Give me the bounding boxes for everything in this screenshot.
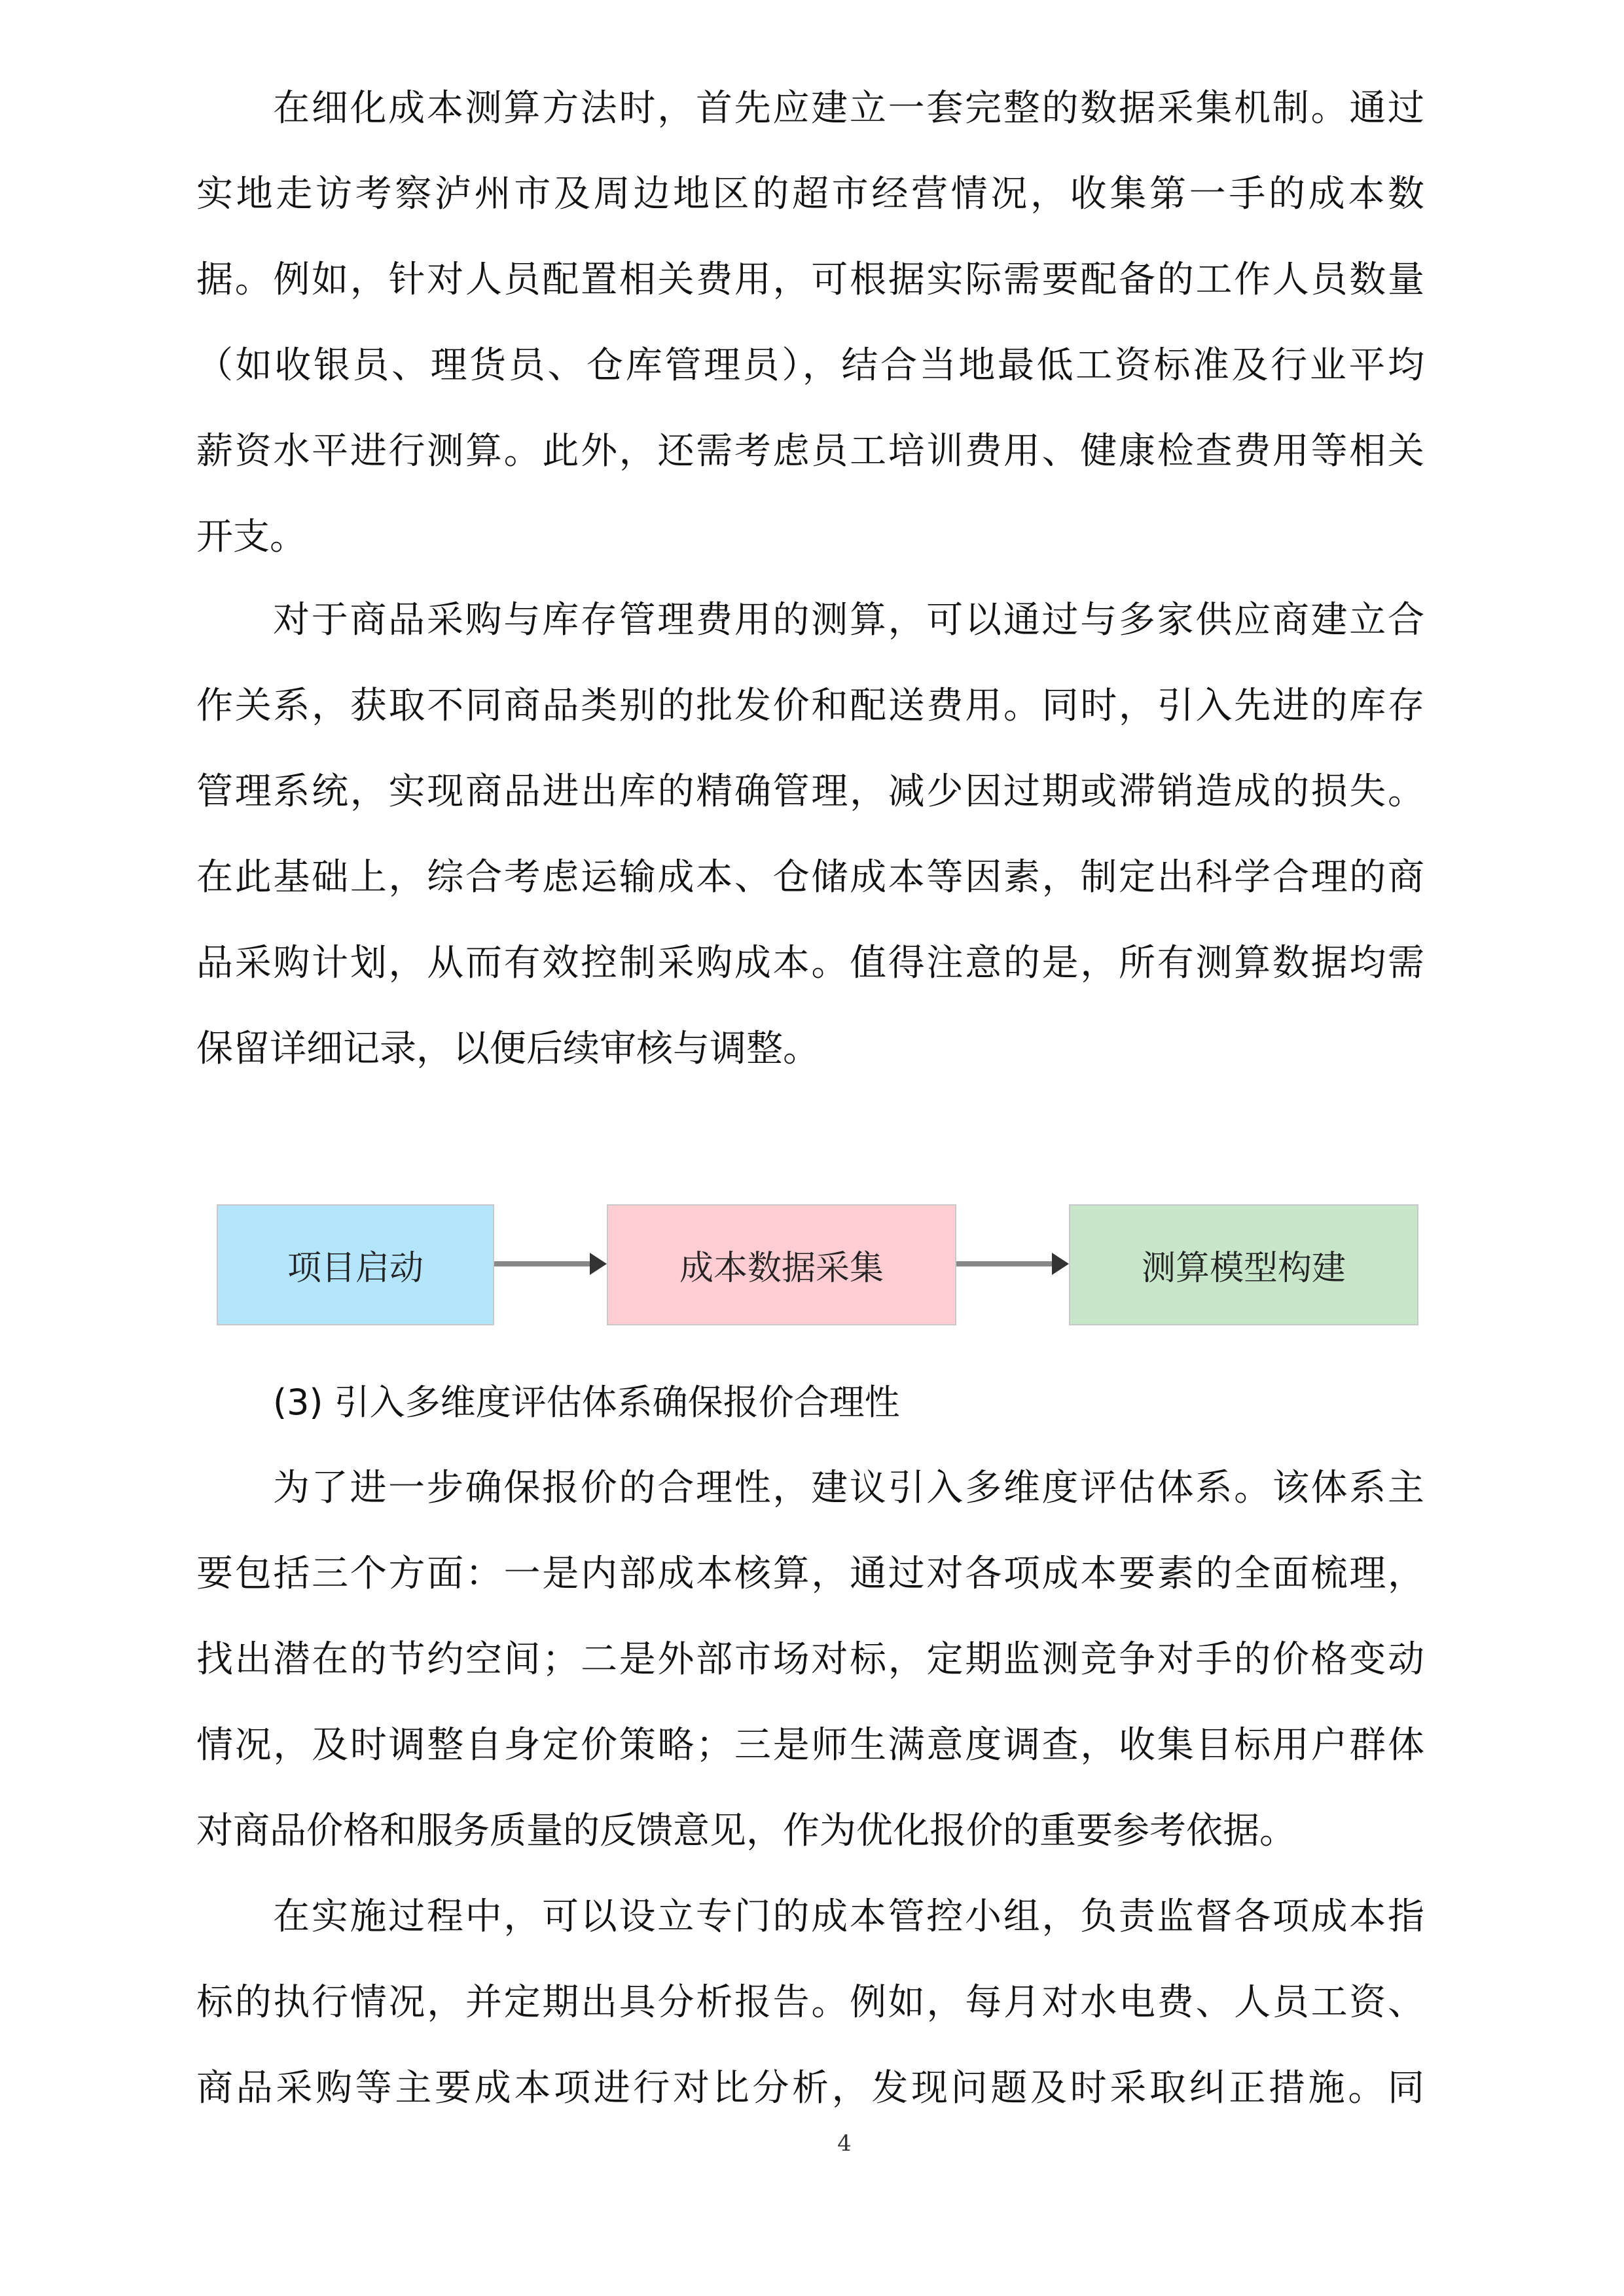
section-heading: (3) 引入多维度评估体系确保报价合理性	[273, 1382, 900, 1423]
text-line: 要包括三个方面：一是内部成本核算，通过对各项成本要素的全面梳理，	[196, 1552, 1424, 1595]
text-line: 在细化成本测算方法时，首先应建立一套完整的数据采集机制。通过	[273, 87, 1424, 130]
text-line: 薪资水平进行测算。此外，还需考虑员工培训费用、健康检查费用等相关	[196, 430, 1424, 473]
flow-step-cost-data-collection: 成本数据采集	[607, 1204, 956, 1325]
text-line: 情况，及时调整自身定价策略；三是师生满意度调查，收集目标用户群体	[196, 1724, 1424, 1767]
text-line: （如收银员、理货员、仓库管理员），结合当地最低工资标准及行业平均	[196, 344, 1424, 387]
text-line: 找出潜在的节约空间；二是外部市场对标，定期监测竞争对手的价格变动	[196, 1638, 1424, 1681]
text-line: 标的执行情况，并定期出具分析报告。例如，每月对水电费、人员工资、	[196, 1981, 1424, 2024]
text-line: 对于商品采购与库存管理费用的测算，可以通过与多家供应商建立合	[273, 599, 1424, 641]
text-line: 在此基础上，综合考虑运输成本、仓储成本等因素，制定出科学合理的商	[196, 856, 1424, 899]
text-line: 保留详细记录，以便后续审核与调整。	[196, 1028, 820, 1070]
text-line: 管理系统，实现商品进出库的精确管理，减少因过期或滞销造成的损失。	[196, 770, 1424, 813]
text-line: 在实施过程中，可以设立专门的成本管控小组，负责监督各项成本指	[273, 1895, 1424, 1938]
text-line: 作关系，获取不同商品类别的批发价和配送费用。同时，引入先进的库存	[196, 685, 1424, 727]
text-line: 为了进一步确保报价的合理性，建议引入多维度评估体系。该体系主	[273, 1467, 1424, 1509]
page-number: 4	[837, 2130, 852, 2157]
arrow-icon	[494, 1259, 607, 1268]
text-line: 对商品价格和服务质量的反馈意见，作为优化报价的重要参考依据。	[196, 1810, 1296, 1852]
text-line: 实地走访考察泸州市及周边地区的超市经营情况，收集第一手的成本数	[196, 173, 1424, 215]
text-line: 据。例如，针对人员配置相关费用，可根据实际需要配备的工作人员数量	[196, 259, 1424, 301]
flow-step-project-start: 项目启动	[217, 1204, 494, 1325]
text-line: 开支。	[196, 516, 306, 558]
flow-step-model-building: 测算模型构建	[1069, 1204, 1418, 1325]
text-line: 商品采购等主要成本项进行对比分析，发现问题及时采取纠正措施。同	[196, 2067, 1424, 2109]
arrow-icon	[956, 1259, 1069, 1268]
text-line: 品采购计划，从而有效控制采购成本。值得注意的是，所有测算数据均需	[196, 942, 1424, 984]
